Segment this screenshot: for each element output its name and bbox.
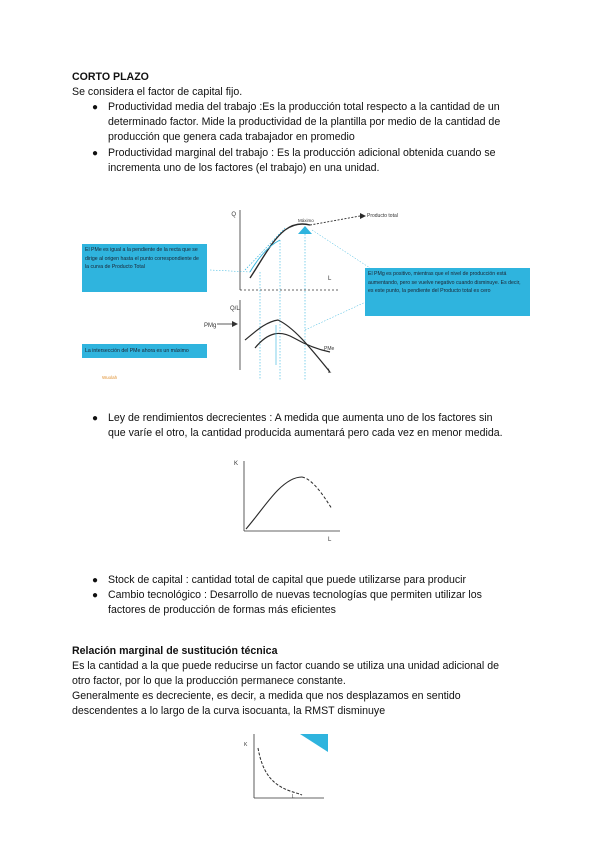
- connector-left: [210, 270, 250, 272]
- y-axis-label: K: [244, 742, 248, 748]
- intro-text: Se considera el factor de capital fijo.: [72, 86, 243, 98]
- pme-label: PMe: [324, 346, 335, 352]
- small-tag: Wuolah: [102, 375, 118, 380]
- bullet-line: producción que genera cada trabajador en promedio: [108, 131, 355, 143]
- diminishing-returns-figure: [228, 455, 348, 545]
- x-axis-label: L: [328, 537, 332, 543]
- pmg-curve: [245, 320, 330, 372]
- bullet-line: Ley de rendimientos decrecientes : A medida que aumenta uno de los factores sin: [108, 412, 493, 424]
- l-axis-label-bottom: L: [328, 369, 332, 375]
- bullet-dot: ●: [92, 590, 99, 601]
- q-over-l-label: Q/L: [230, 306, 240, 312]
- q-axis-label: Q: [231, 212, 236, 218]
- connector-right: [312, 230, 370, 268]
- section-title-corto-plazo: CORTO PLAZO: [72, 71, 149, 83]
- ray-from-origin: [245, 228, 285, 270]
- y-axis-label: K: [234, 461, 239, 467]
- bullet-line: que varíe el otro, la cantidad producida aumentará pero cada vez en menor medida.: [108, 427, 503, 439]
- bullet-dot: ●: [92, 575, 99, 586]
- bullet-dot: ●: [92, 148, 99, 159]
- rmst-line: otro factor, por lo que la producción permanece constante.: [72, 675, 346, 687]
- callout-pme: El PMe es igual a la pendiente de la recta que se dirige al origen hasta el punto correspondiente de la curva de Producto Total: [82, 244, 207, 292]
- connector-right-2: [305, 300, 370, 330]
- isoquant-curve: [258, 748, 302, 795]
- pt-leader: [310, 216, 360, 225]
- bullet-line: Productividad media del trabajo :Es la producción total respecto a la cantidad de un: [108, 101, 500, 113]
- bullet-line: Stock de capital : cantidad total de capital que puede utilizarse para producir: [108, 574, 467, 586]
- pmg-left-label: PMg: [204, 323, 217, 329]
- rmst-line: Es la cantidad a la que puede reducirse un factor cuando se utiliza una unidad adicional de: [72, 660, 499, 672]
- bullet-line: factores de producción de formas más eficientes: [108, 604, 336, 616]
- callout-max-pme: La intersección del PMe ahora es un máximo: [82, 344, 207, 358]
- rmst-line: Generalmente es decreciente, es decir, a medida que nos desplazamos en sentido: [72, 690, 461, 702]
- section-title-rmst: Relación marginal de sustitución técnica: [72, 645, 278, 657]
- bullet-line: determinado factor. Mide la productividad de la plantilla por medio de la cantidad de: [108, 116, 501, 128]
- tangent-line-blue: [250, 240, 280, 272]
- bullet-line: Productividad marginal del trabajo : Es la producción adicional obtenida cuando se: [108, 147, 496, 159]
- callout-pmg: El PMg es positivo, mientras que el nivel de producción está aumentando, pero se vuelve negativo cuando disminuye. Es decir, es este punto, la pendiente del Producto total es cero: [365, 268, 530, 316]
- bullet-dot: ●: [92, 413, 99, 424]
- bullet-line: Cambio tecnológico : Desarrollo de nuevas tecnologías que permiten utilizar los: [108, 589, 482, 601]
- l-axis-label-top: L: [328, 276, 332, 282]
- max-label: Máximo: [298, 218, 314, 223]
- arrow-head: [360, 213, 366, 219]
- pmg-arrow-head: [232, 321, 238, 327]
- bullet-line: incrementa uno de los factores (el trabajo) en una unidad.: [108, 162, 380, 174]
- corner-accent: [300, 734, 328, 752]
- max-marker: [298, 226, 312, 234]
- output-curve-decline: [302, 477, 332, 509]
- pme-curve: [255, 333, 330, 352]
- pt-label: Producto total: [367, 213, 398, 219]
- rmst-line: descendentes a lo largo de la curva isocuanta, la RMST disminuye: [72, 705, 386, 717]
- output-curve: [246, 477, 302, 529]
- isoquant-figure: [240, 728, 330, 804]
- x-axis-label: L: [292, 794, 295, 800]
- bullet-dot: ●: [92, 102, 99, 113]
